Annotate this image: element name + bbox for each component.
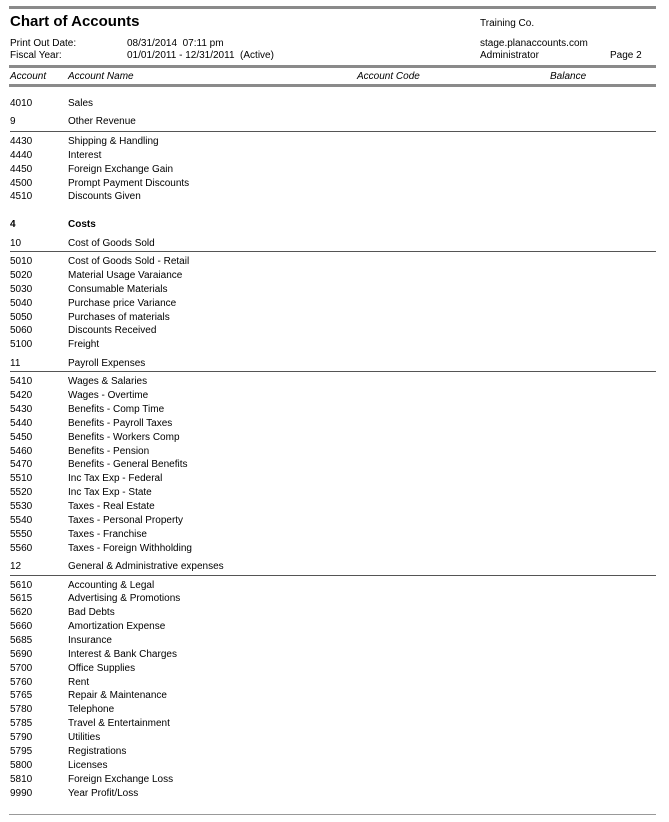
list-item: 5790 Utilities xyxy=(10,732,101,743)
list-item: 5470 Benefits - General Benefits xyxy=(10,459,188,470)
fiscal-year-value: 01/01/2011 - 12/31/2011 (Active) xyxy=(127,50,274,61)
list-item: 5100 Freight xyxy=(10,339,100,350)
column-rule xyxy=(9,84,656,87)
user-name: Administrator xyxy=(480,50,539,61)
bottom-rule xyxy=(9,814,656,815)
group-separator xyxy=(10,575,656,576)
list-item: 5700 Office Supplies xyxy=(10,663,136,674)
list-item: 5800 Licenses xyxy=(10,760,108,771)
list-item: 5780 Telephone xyxy=(10,704,115,715)
list-item: 5420 Wages - Overtime xyxy=(10,390,149,401)
list-item: 4510 Discounts Given xyxy=(10,191,141,202)
list-item: 5020 Material Usage Varaiance xyxy=(10,270,183,281)
col-account-name: Account Name xyxy=(68,71,134,82)
list-item: 5810 Foreign Exchange Loss xyxy=(10,774,174,785)
list-item: 5060 Discounts Received xyxy=(10,325,157,336)
list-item: 4450 Foreign Exchange Gain xyxy=(10,164,174,175)
page-number: Page 2 xyxy=(610,50,642,61)
group-separator xyxy=(10,371,656,372)
print-date-value: 08/31/2014 07:11 pm xyxy=(127,38,224,49)
list-item: 5550 Taxes - Franchise xyxy=(10,529,147,540)
list-item: 5510 Inc Tax Exp - Federal xyxy=(10,473,163,484)
list-item: 5460 Benefits - Pension xyxy=(10,446,150,457)
top-rule xyxy=(9,6,656,9)
header-rule xyxy=(9,65,656,68)
group-separator xyxy=(10,131,656,132)
list-item: 10 Cost of Goods Sold xyxy=(10,238,155,249)
list-item: 5010 Cost of Goods Sold - Retail xyxy=(10,256,190,267)
list-item: 9990 Year Profit/Loss xyxy=(10,788,139,799)
list-item: 5615 Advertising & Promotions xyxy=(10,593,181,604)
list-item: 4010 Sales xyxy=(10,98,94,109)
list-item: 5685 Insurance xyxy=(10,635,112,646)
list-item: 5440 Benefits - Payroll Taxes xyxy=(10,418,173,429)
col-balance: Balance xyxy=(550,71,587,82)
list-item: 5785 Travel & Entertainment xyxy=(10,718,170,729)
site-url: stage.planaccounts.com xyxy=(480,38,588,49)
col-account: Account xyxy=(10,71,47,82)
list-item: 11 Payroll Expenses xyxy=(10,358,146,369)
list-item: 5040 Purchase price Variance xyxy=(10,298,177,309)
group-separator xyxy=(10,251,656,252)
col-account-code: Account Code xyxy=(357,71,420,82)
list-item: 5430 Benefits - Comp Time xyxy=(10,404,165,415)
list-item: 5620 Bad Debts xyxy=(10,607,115,618)
report-title: Chart of Accounts xyxy=(10,13,140,30)
list-item: 5795 Registrations xyxy=(10,746,127,757)
list-item: 5050 Purchases of materials xyxy=(10,312,170,323)
list-item: 5520 Inc Tax Exp - State xyxy=(10,487,152,498)
list-item: 5450 Benefits - Workers Comp xyxy=(10,432,180,443)
list-item: 4430 Shipping & Handling xyxy=(10,136,159,147)
list-item: 4440 Interest xyxy=(10,150,102,161)
list-item: 4500 Prompt Payment Discounts xyxy=(10,178,190,189)
list-item: 5760 Rent xyxy=(10,677,90,688)
fiscal-year-label: Fiscal Year: xyxy=(10,50,62,61)
list-item: 5660 Amortization Expense xyxy=(10,621,166,632)
list-item: 5765 Repair & Maintenance xyxy=(10,690,167,701)
list-item: 5690 Interest & Bank Charges xyxy=(10,649,177,660)
list-item: 5540 Taxes - Personal Property xyxy=(10,515,184,526)
print-date-label: Print Out Date: xyxy=(10,38,77,49)
list-item: 9 Other Revenue xyxy=(10,116,136,127)
list-item: 4 Costs xyxy=(10,219,96,230)
list-item: 5530 Taxes - Real Estate xyxy=(10,501,155,512)
list-item: 5410 Wages & Salaries xyxy=(10,376,148,387)
company-name: Training Co. xyxy=(480,18,535,29)
list-item: 5030 Consumable Materials xyxy=(10,284,168,295)
list-item: 12 General & Administrative expenses xyxy=(10,561,224,572)
list-item: 5560 Taxes - Foreign Withholding xyxy=(10,543,192,554)
list-item: 5610 Accounting & Legal xyxy=(10,580,155,591)
